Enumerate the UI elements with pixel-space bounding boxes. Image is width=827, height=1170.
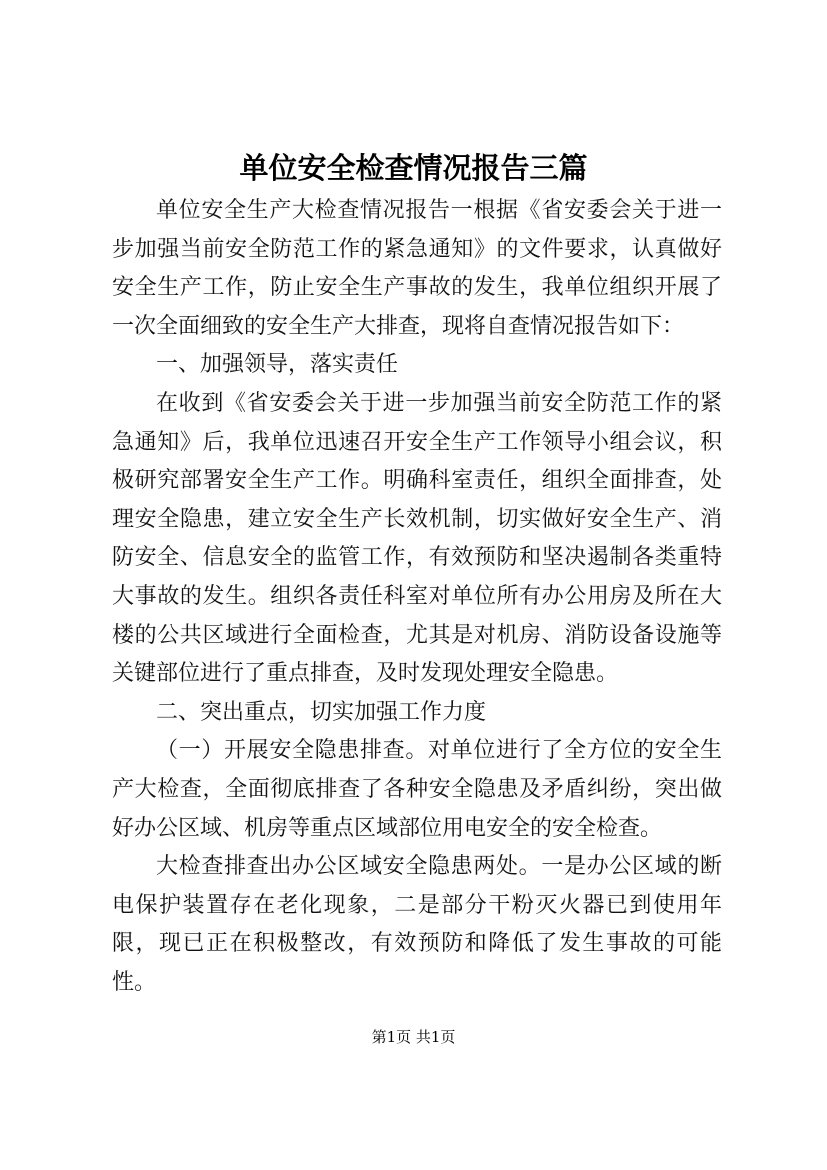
- paragraph-subsection-1: （一）开展安全隐患排查。对单位进行了全方位的安全生产大检查，全面彻底排查了各种安全隐患及矛盾纠纷，突出做好办公区域、机房等重点区域部位用电安全的安全检查。: [112, 738, 722, 841]
- page-footer: 第1页 共1页: [371, 1028, 456, 1046]
- document-body: [112, 192, 722, 1002]
- paragraph-findings: 大检查排查出办公区域安全隐患两处。一是办公区域的断电保护装置存在老化现象，二是部分干粉灭火器已到使用年限，现已正在积极整改，有效预防和降低了发生事故的可能性。: [112, 854, 722, 995]
- paragraph-section-1: 在收到《省安委会关于进一步加强当前安全防范工作的紧急通知》后，我单位迅速召开安全生产工作领导小组会议，积极研究部署安全生产工作。明确科室责任，组织全面排查，处理安全隐患，建立安全生产长效机制，切实做好安全生产、消防安全、信息安全的监管工作，有效预防和坚决遏制各类重特大事故的发生。组织各责任科室对单位所有办公用房及所在大楼的公共区域进行全面检查，尤其是对机房、消防设备设施等关键部位进行了重点排查，及时发现处理安全隐患。: [112, 390, 722, 687]
- paragraph-intro: 单位安全生产大检查情况报告一根据《省安委会关于进一步加强当前安全防范工作的紧急通知》的文件要求，认真做好安全生产工作，防止安全生产事故的发生，我单位组织开展了一次全面细致的安全生产大排查，现将自查情况报告如下：: [112, 198, 722, 339]
- section-heading-2: 二、突出重点，切实加强工作力度: [156, 699, 487, 725]
- section-heading-1: 一、加强领导，落实责任: [156, 352, 399, 378]
- document-title: 单位安全检查情况报告三篇: [239, 151, 588, 185]
